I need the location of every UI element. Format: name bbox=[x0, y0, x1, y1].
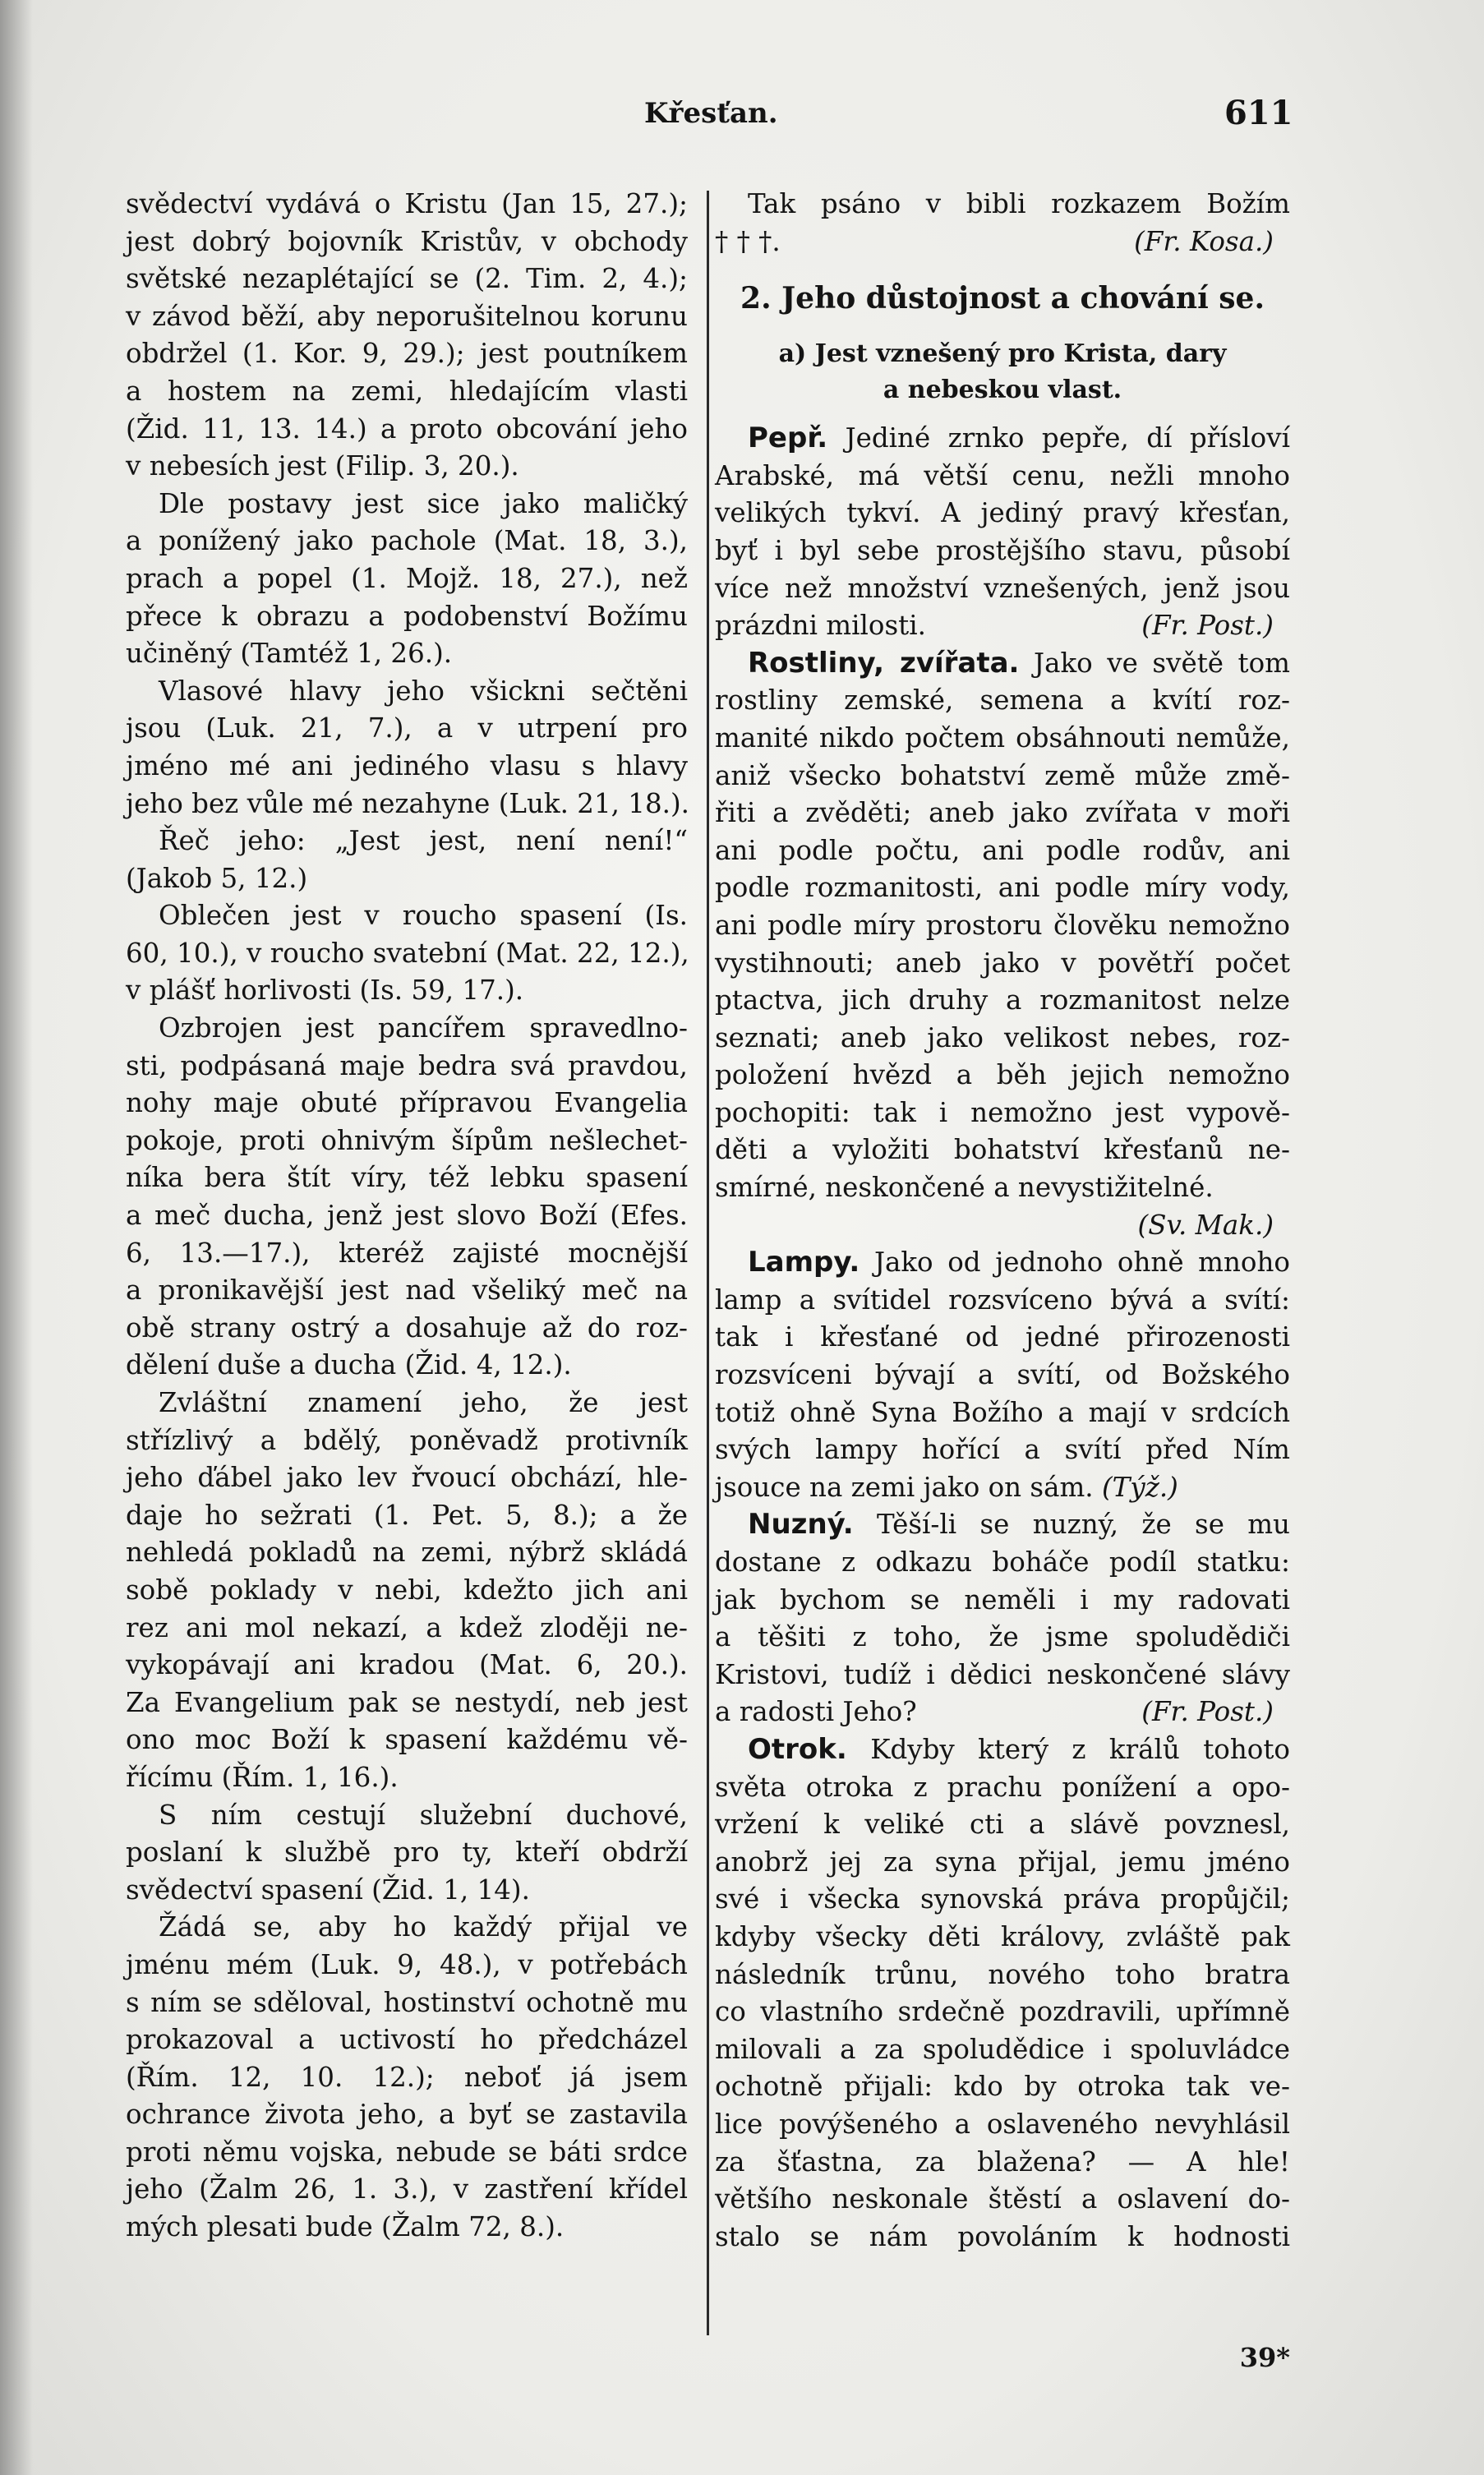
poem-line: Tak psáno v bibli rozkazem Božím bbox=[748, 188, 1290, 219]
entry-line bbox=[715, 1244, 1290, 1282]
text-line: podle rozmanitosti, ani podle míry vody, bbox=[715, 872, 1290, 904]
subheading: a) Jest vznešený pro Krista, dary bbox=[778, 339, 1227, 369]
text-line: následník trůnu, nového toho bratra bbox=[715, 1958, 1290, 1990]
entry-source: (Sv. Mak.) bbox=[1137, 1209, 1274, 1241]
text-line: řícímu (Řím. 1, 16.). bbox=[126, 1761, 399, 1793]
text-line: lice povýšeného a oslaveného nevyhlásil bbox=[715, 2108, 1290, 2140]
column-divider bbox=[707, 191, 709, 2335]
text-line: pokoje, proti ohnivým šípům nešlechet- bbox=[126, 1124, 688, 1156]
text-line: nohy maje obuté přípravou Evangelia bbox=[126, 1087, 688, 1119]
text-line: ptactva, jich druhy a rozmanitost nelze bbox=[715, 984, 1290, 1016]
text-line: rozsvíceni bývají a svítí, od Božského bbox=[715, 1359, 1290, 1391]
text-line: níka bera štít víry, též lebku spasení bbox=[126, 1162, 688, 1194]
text-line: 60, 10.), v roucho svatební (Mat. 22, 12.), bbox=[126, 937, 689, 969]
text-line: jeho ďábel jako lev řvoucí obchází, hle- bbox=[126, 1462, 688, 1494]
text-line bbox=[715, 1469, 1290, 1507]
entry-text: Jako od jednoho ohně mnoho bbox=[873, 1247, 1290, 1279]
text-line: v nebesích jest (Filip. 3, 20.). bbox=[126, 450, 519, 482]
text-line: jménu mém (Luk. 9, 48.), v potřebách bbox=[126, 1948, 688, 1980]
text-line: sti, podpásaná maje bedra svá pravdou, bbox=[126, 1049, 688, 1081]
text-line: a meč ducha, jenž jest slovo Boží (Efes. bbox=[126, 1200, 688, 1232]
entry-line bbox=[715, 645, 1290, 683]
text-line: poslaní k službě pro ty, kteří obdrží bbox=[126, 1837, 688, 1869]
text-line: Ozbrojen jest pancířem spravedlno- bbox=[159, 1012, 688, 1044]
text-line: rostliny zemské, semena a kvítí roz- bbox=[715, 684, 1290, 717]
text-line: sobě poklady v nebi, kdežto jich ani bbox=[126, 1574, 688, 1606]
text-line: vykopávají ani kradou (Mat. 6, 20.). bbox=[126, 1649, 688, 1681]
text-line: ani podle počtu, ani podle rodův, ani bbox=[715, 834, 1290, 866]
text-line: tak i křesťané od jedné přirozenosti bbox=[715, 1321, 1290, 1353]
poem-source: (Fr. Kosa.) bbox=[1134, 225, 1274, 257]
keyword-pepr: Pepř. bbox=[748, 422, 828, 455]
text-line: (Řím. 12, 10. 12.); neboť já jsem bbox=[126, 2061, 688, 2093]
text-line: dostane z odkazu boháče podíl statku: bbox=[715, 1546, 1290, 1578]
text-line: v plášť horlivosti (Is. 59, 17.). bbox=[126, 975, 524, 1007]
entry-text: prázdni milosti. bbox=[715, 610, 926, 642]
text-line: rez ani mol nekazí, a kdež zloději ne- bbox=[126, 1611, 688, 1643]
text-line: stalo se nám povoláním k hodnosti bbox=[715, 2220, 1290, 2252]
text-line: totiž ohně Syna Božího a mají v srdcích bbox=[715, 1396, 1290, 1428]
text-line: lamp a svítidel rozsvíceno bývá a svítí: bbox=[715, 1284, 1290, 1316]
text-line: S ním cestují služební duchové, bbox=[159, 1799, 688, 1831]
text-line: více než množství vznešených, jenž jsou bbox=[715, 572, 1290, 604]
text-line: světa otroka z prachu ponížení a opo- bbox=[715, 1771, 1290, 1803]
text-line: Dle postavy jest sice jako maličký bbox=[159, 487, 688, 519]
text-line: Oblečen jest v roucho spasení (Is. bbox=[159, 900, 688, 932]
entry-text: Kdyby který z králů tohoto bbox=[870, 1733, 1290, 1765]
text-line bbox=[715, 607, 1290, 645]
text-line: (Jakob 5, 12.) bbox=[126, 862, 308, 894]
text-line: děti a vyložiti bohatství křesťanů ne- bbox=[715, 1134, 1290, 1166]
entry-line bbox=[715, 420, 1290, 458]
entry-text: Těší-li se nuzný, že se mu bbox=[876, 1509, 1290, 1541]
text-line: a hostem na zemi, hledajícím vlasti bbox=[126, 375, 688, 407]
text-line: manité nikdo počtem obsáhnouti nemůže, bbox=[715, 721, 1290, 754]
printer-signature: 39* bbox=[1239, 2342, 1290, 2373]
poem-line bbox=[715, 224, 1290, 261]
entry-line bbox=[715, 1506, 1290, 1544]
entry-text: Jako ve světě tom bbox=[1034, 647, 1290, 679]
keyword-otrok: Otrok. bbox=[748, 1732, 847, 1766]
text-line: většího neskonale štěstí a oslavení do- bbox=[715, 2183, 1290, 2215]
text-line: Žádá se, aby ho každý přijal ve bbox=[159, 1911, 688, 1943]
cross-marks: † † †. bbox=[715, 225, 781, 257]
text-line: ono moc Boží k spasení každému vě- bbox=[126, 1724, 688, 1756]
text-line: Arabské, má větší cenu, nežli mnoho bbox=[715, 459, 1290, 491]
text-line: pochopiti: tak i nemožno jest vypově- bbox=[715, 1096, 1290, 1128]
text-line: za šťastna, za blažena? — A hle! bbox=[715, 2145, 1290, 2178]
text-line: vystihnouti; aneb jako v povětří počet bbox=[715, 947, 1290, 979]
text-line: a těšiti z toho, že jsme spoludědiči bbox=[715, 1621, 1290, 1653]
text-line: svědectví spasení (Žid. 1, 14). bbox=[126, 1874, 530, 1906]
keyword-lampy: Lampy. bbox=[748, 1246, 860, 1279]
text-line: Vlasové hlavy jeho všickni sečtěni bbox=[159, 675, 688, 707]
text-line: položení hvězd a běh jejich nemožno bbox=[715, 1059, 1290, 1091]
text-line: přece k obrazu a podobenství Božímu bbox=[126, 600, 688, 632]
text-line: v závod běží, aby neporušitelnou korunu bbox=[126, 300, 688, 332]
text-line: ani podle míry prostoru člověku nemožno bbox=[715, 909, 1290, 941]
text-line: obě strany ostrý a dosahuje až do roz- bbox=[126, 1311, 688, 1344]
left-column bbox=[126, 186, 688, 2247]
text-line: Zvláštní znamení jeho, že jest bbox=[159, 1387, 688, 1418]
text-line: střízlivý a bdělý, poněvadž protivník bbox=[126, 1424, 688, 1456]
keyword-rostliny: Rostliny, zvířata. bbox=[748, 646, 1020, 680]
section-heading: 2. Jeho důstojnost a chování se. bbox=[740, 281, 1265, 316]
text-line: vržení k veliké cti a slávě povznesl, bbox=[715, 1809, 1290, 1841]
text-line: prokazoval a uctivostí ho předcházel bbox=[126, 2024, 688, 2056]
text-line: a ponížený jako pachole (Mat. 18, 3.), bbox=[126, 525, 688, 557]
keyword-nuzny: Nuzný. bbox=[748, 1508, 854, 1542]
entry-text: jsouce na zemi jako on sám. bbox=[715, 1471, 1094, 1503]
text-line: jeho (Žalm 26, 1. 3.), v zastření křídel bbox=[126, 2173, 688, 2205]
text-line: byť i byl sebe prostějšího stavu, působí bbox=[715, 534, 1290, 566]
text-line: smírné, neskončené a nevystižitelné. bbox=[715, 1172, 1214, 1204]
text-line: jeho bez vůle mé nezahyne (Luk. 21, 18.). bbox=[126, 787, 689, 819]
text-line: co vlastního srdečně pozdravili, upřímně bbox=[715, 1996, 1290, 2028]
text-line: 6, 13.—17.), kteréž zajisté mocnější bbox=[126, 1237, 688, 1269]
right-column bbox=[715, 186, 1290, 2256]
text-line: jméno mé ani jediného vlasu s hlavy bbox=[126, 749, 688, 781]
entry-source: (Fr. Post.) bbox=[1141, 610, 1274, 642]
entry-text: a radosti Jeho? bbox=[715, 1696, 917, 1728]
spacer bbox=[715, 260, 1290, 272]
text-line: proti němu vojska, nebude se báti srdce bbox=[126, 2136, 688, 2168]
subheading: a nebeskou vlast. bbox=[883, 376, 1122, 405]
text-line: obdržel (1. Kor. 9, 29.); jest poutníkem bbox=[126, 338, 688, 370]
text-line: anobrž jej za syna přijal, jemu jméno bbox=[715, 1846, 1290, 1878]
text-line: Kristovi, tudíž i dědici neskončené slávy bbox=[715, 1658, 1290, 1690]
entry-source-line bbox=[715, 1207, 1290, 1245]
text-line: své i všecka synovská práva propůjčil; bbox=[715, 1883, 1290, 1915]
text-line: (Žid. 11, 13. 14.) a proto obcování jeho bbox=[126, 412, 688, 445]
text-line: aniž všecko bohatství země může změ- bbox=[715, 759, 1290, 791]
text-line: ochotně přijali: kdo by otroka tak ve- bbox=[715, 2071, 1290, 2103]
text-line: jak bychom se neměli i my radovati bbox=[715, 1583, 1290, 1615]
text-line: světské nezaplétající se (2. Tim. 2, 4.); bbox=[126, 263, 688, 295]
text-line: řiti a zvěděti; aneb jako zvířata v moři bbox=[715, 797, 1290, 829]
text-line: učiněný (Tamtéž 1, 26.). bbox=[126, 638, 453, 670]
text-line: kdyby všecky děti královy, zvláště pak bbox=[715, 1920, 1290, 1952]
text-line: jest dobrý bojovník Kristův, v obchody bbox=[126, 225, 688, 257]
entry-text: Jediné zrnko pepře, dí přísloví bbox=[845, 422, 1290, 454]
page-number: 611 bbox=[1224, 94, 1293, 132]
text-line: seznati; aneb jako velikost nebes, roz- bbox=[715, 1021, 1290, 1053]
running-header: Křesťan. bbox=[644, 97, 778, 130]
text-line: ochrance života jeho, a byť se zastavila bbox=[126, 2099, 688, 2131]
entry-source: (Fr. Post.) bbox=[1141, 1696, 1274, 1728]
text-line: jsou (Luk. 21, 7.), a v utrpení pro bbox=[126, 712, 688, 744]
text-line: prach a popel (1. Mojž. 18, 27.), než bbox=[126, 562, 688, 594]
text-line: Za Evangelium pak se nestydí, neb jest bbox=[126, 1686, 688, 1718]
entry-source: (Týž.) bbox=[1101, 1471, 1178, 1503]
text-line: nehledá pokladů na zemi, nýbrž skládá bbox=[126, 1537, 688, 1569]
text-line: dělení duše a ducha (Žid. 4, 12.). bbox=[126, 1349, 572, 1381]
text-line bbox=[715, 1694, 1290, 1731]
page-edge-shadow bbox=[0, 0, 33, 2475]
spacer bbox=[715, 408, 1290, 420]
text-line: mých plesati bude (Žalm 72, 8.). bbox=[126, 2211, 565, 2243]
text-line: a pronikavější jest nad všeliký meč na bbox=[126, 1274, 688, 1307]
spacer bbox=[715, 325, 1290, 336]
entry-line bbox=[715, 1731, 1290, 1769]
text-line: s ním se sděloval, hostinství ochotně mu bbox=[126, 1986, 688, 2018]
text-line: svých lampy hořící a svítí před Ním bbox=[715, 1434, 1290, 1466]
text-line: daje ho sežrati (1. Pet. 5, 8.); a že bbox=[126, 1499, 688, 1531]
text-line: svědectví vydává o Kristu (Jan 15, 27.); bbox=[126, 188, 688, 219]
text-line: Řeč jeho: „Jest jest, není není!“ bbox=[159, 825, 688, 857]
text-line: velikých tykví. A jediný pravý křesťan, bbox=[715, 497, 1290, 529]
text-line: milovali a za spoludědice i spoluvládce bbox=[715, 2033, 1290, 2065]
